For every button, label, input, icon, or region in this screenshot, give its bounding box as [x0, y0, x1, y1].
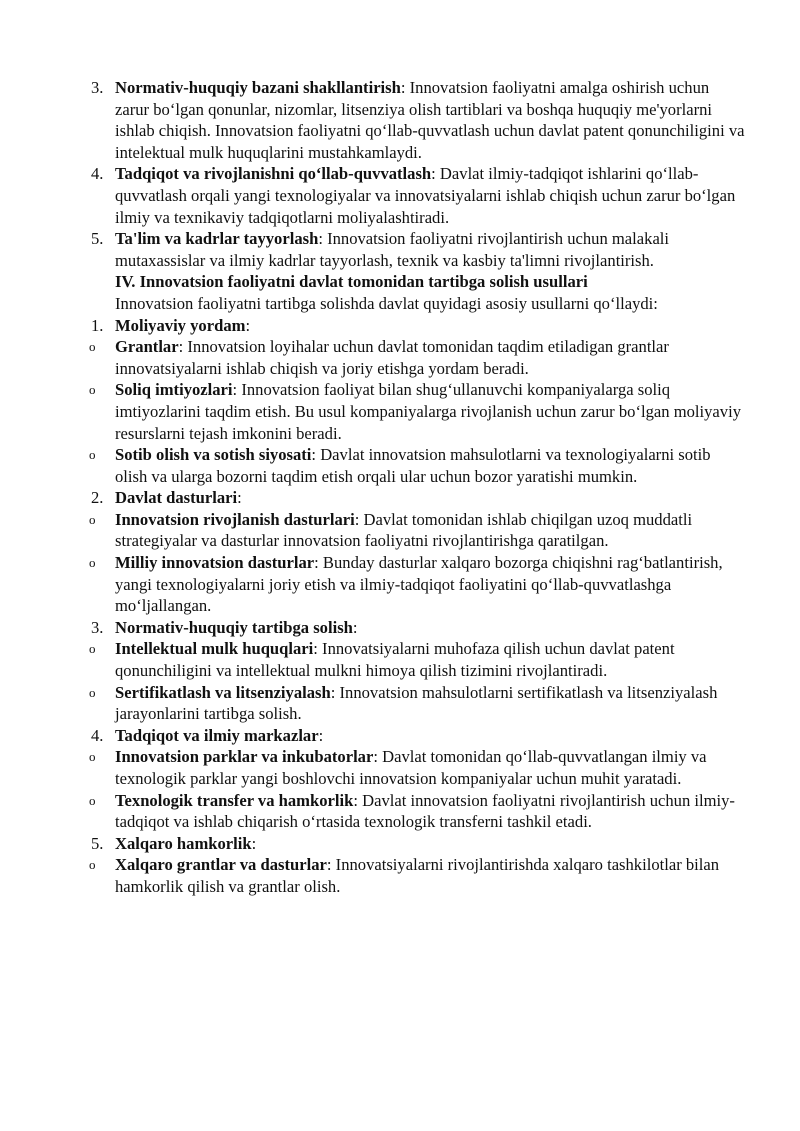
- numbered-item: [0, 487, 800, 509]
- item-colon: :: [354, 509, 360, 529]
- item-title: Davlat dasturlari: [115, 488, 238, 508]
- bullet-item: [0, 552, 800, 617]
- numbered-item: [0, 77, 800, 163]
- item-title: Texnologik transfer va hamkorlik: [115, 790, 354, 810]
- item-colon: :: [237, 488, 242, 508]
- item-text: Innovatsion faoliyatni amalga oshirish uchun zarur bo‘lgan qonunlar, nizomlar, litsenziya olish tartiblari va boshqa huquqiy me'yorlarni ishlab chiqish. Innovatsion faoliyatni qo‘llab-quvvatlash uchun davlat patent qonunchiligini va intelektual mulk huquqlarini mustahkamlaydi.: [115, 78, 745, 162]
- item-title: Intellektual mulk huquqlari: [115, 639, 314, 659]
- numbered-item: [0, 833, 800, 855]
- item-colon: :: [313, 639, 318, 659]
- item-title: Sertifikatlash va litsenziyalash: [115, 682, 331, 702]
- bullet-marker: o: [89, 684, 96, 700]
- item-text: Davlat tomonidan ishlab chiqilgan uzoq muddatli strategiyalar va dasturlar innovatsion faoliyatni rivojlantirishga qaratilgan.: [115, 509, 693, 551]
- numbered-item: [0, 725, 800, 747]
- item-colon: :: [431, 164, 436, 184]
- item-colon: :: [311, 445, 317, 465]
- item-text: Davlat tomonidan qo‘llab-quvvatlangan ilmiy va texnologik parklar yangi boshlovchi innovatsion kompaniyalar uchun muhit yaratadi.: [115, 747, 707, 788]
- item-text: Innovatsiyalarni rivojlantirishda xalqaro tashkilotlar bilan hamkorlik qilish va grantlar olish.: [115, 855, 720, 896]
- item-colon: :: [352, 617, 358, 637]
- bullet-marker: o: [89, 555, 96, 571]
- item-title: Soliq imtiyozlari: [115, 380, 233, 400]
- item-text: Davlat innovatsion mahsulotlarni va texnologiyalarni sotib olish va ularga bozorni taqdim etish orqali ular uchun bozor yaratishi mumkin.: [115, 445, 711, 486]
- list-number: 5.: [91, 833, 104, 853]
- paragraph-text: Innovatsion faoliyatni tartibga solishda davlat quyidagi asosiy usullarni qo‘llaydi:: [115, 293, 658, 313]
- bullet-item: [0, 854, 800, 897]
- list-number: 4.: [91, 164, 104, 184]
- list-number: 2.: [91, 488, 104, 508]
- bullet-item: [0, 790, 800, 833]
- bullet-marker: o: [89, 641, 96, 657]
- bullet-item: [0, 336, 800, 379]
- document-body: [0, 77, 800, 898]
- section-heading-text: IV. Innovatsion faoliyatni davlat tomonidan tartibga solish usullari: [115, 272, 588, 292]
- item-title: Milliy innovatsion dasturlar: [115, 553, 315, 573]
- list-number: 1.: [91, 315, 104, 335]
- bullet-item: [0, 682, 800, 725]
- bullet-marker: o: [89, 792, 96, 808]
- item-colon: :: [400, 78, 406, 97]
- item-text: Innovatsion mahsulotlarni sertifikatlash va litsenziyalash jarayonlarini tartibga solish.: [115, 682, 718, 724]
- bullet-marker: o: [89, 447, 96, 463]
- bullet-item: [0, 509, 800, 552]
- item-colon: :: [318, 725, 324, 745]
- numbered-item: [0, 228, 800, 271]
- numbered-item: [0, 617, 800, 639]
- item-title: Normativ-huquqiy tartibga solish: [115, 617, 353, 637]
- item-colon: :: [314, 553, 319, 573]
- bullet-item: [0, 746, 800, 789]
- item-title: Innovatsion rivojlanish dasturlari: [115, 509, 355, 529]
- item-text: Bunday dasturlar xalqaro bozorga chiqishni rag‘batlantirish, yangi texnologiyalarni joriy etish va ilmiy-tadqiqot faoliyatini qo‘llab-quvvatlashga mo‘ljallangan.: [115, 553, 723, 616]
- item-title: Normativ-huquqiy bazani shakllantirish: [115, 78, 401, 97]
- list-number: 3.: [91, 617, 104, 637]
- intro-paragraph: [0, 293, 800, 315]
- bullet-marker: o: [89, 382, 96, 398]
- list-number: 3.: [91, 78, 104, 97]
- bullet-item: [0, 638, 800, 681]
- item-text: Innovatsion faoliyat bilan shug‘ullanuvchi kompaniyalarga soliq imtiyozlarini taqdim etish. Bu usul kompaniyalarga rivojlanish uchun zarur bo‘lgan moliyaviy resurslarni tejash imkonini beradi.: [115, 380, 741, 443]
- bullet-item: [0, 379, 800, 444]
- item-title: Sotib olish va sotish siyosati: [115, 445, 312, 465]
- item-title: Tadqiqot va ilmiy markazlar: [115, 725, 319, 745]
- bullet-marker: o: [89, 749, 96, 765]
- item-title: Moliyaviy yordam: [115, 315, 246, 335]
- item-colon: :: [373, 747, 378, 767]
- item-text: Innovatsion loyihalar uchun davlat tomonidan taqdim etiladigan grantlar innovatsiyalarni ishlab chiqish va joriy etishga yordam beradi.: [115, 337, 669, 378]
- list-number: 5.: [91, 229, 104, 249]
- item-text: Davlat ilmiy-tadqiqot ishlarini qo‘llab-quvvatlash orqali yangi texnologiyalar va innovatsiyalarni ishlab chiqish uchun zarur bo‘lgan ilmiy va texnikaviy tadqiqotlarni moliyalashtiradi.: [115, 164, 736, 227]
- bullet-marker: o: [89, 511, 96, 527]
- section-heading: [0, 271, 800, 293]
- item-title: Tadqiqot va rivojlanishni qo‘llab-quvvatlash: [115, 164, 432, 184]
- item-text: Innovatsiyalarni muhofaza qilish uchun davlat patent qonunchiligini va intellektual mulkni himoya qilish tizimini rivojlantiradi.: [115, 639, 675, 681]
- item-colon: :: [326, 855, 332, 875]
- item-colon: :: [232, 380, 238, 400]
- item-title: Xalqaro hamkorlik: [115, 833, 252, 853]
- item-colon: :: [178, 337, 184, 357]
- numbered-item: [0, 315, 800, 337]
- bullet-item: [0, 444, 800, 487]
- item-title: Xalqaro grantlar va dasturlar: [115, 855, 327, 875]
- item-title: Innovatsion parklar va inkubatorlar: [115, 747, 374, 767]
- item-colon: :: [330, 682, 336, 702]
- bullet-marker: o: [89, 339, 96, 355]
- item-title: Ta'lim va kadrlar tayyorlash: [115, 229, 319, 249]
- list-number: 4.: [91, 725, 104, 745]
- item-colon: :: [251, 833, 257, 853]
- bullet-marker: o: [89, 857, 96, 873]
- item-text: Innovatsion faoliyatni rivojlantirish uchun malakali mutaxassislar va ilmiy kadrlar tayyorlash, texnik va kasbiy ta'limni rivojlantirish.: [115, 229, 670, 270]
- numbered-item: [0, 163, 800, 228]
- item-colon: :: [245, 315, 251, 335]
- item-colon: :: [318, 229, 323, 249]
- item-text: Davlat innovatsion faoliyatni rivojlantirish uchun ilmiy-tadqiqot va ishlab chiqarish o‘rtasida texnologik transferni tashkil etadi.: [115, 790, 735, 832]
- item-title: Grantlar: [115, 337, 179, 357]
- item-colon: :: [353, 790, 358, 810]
